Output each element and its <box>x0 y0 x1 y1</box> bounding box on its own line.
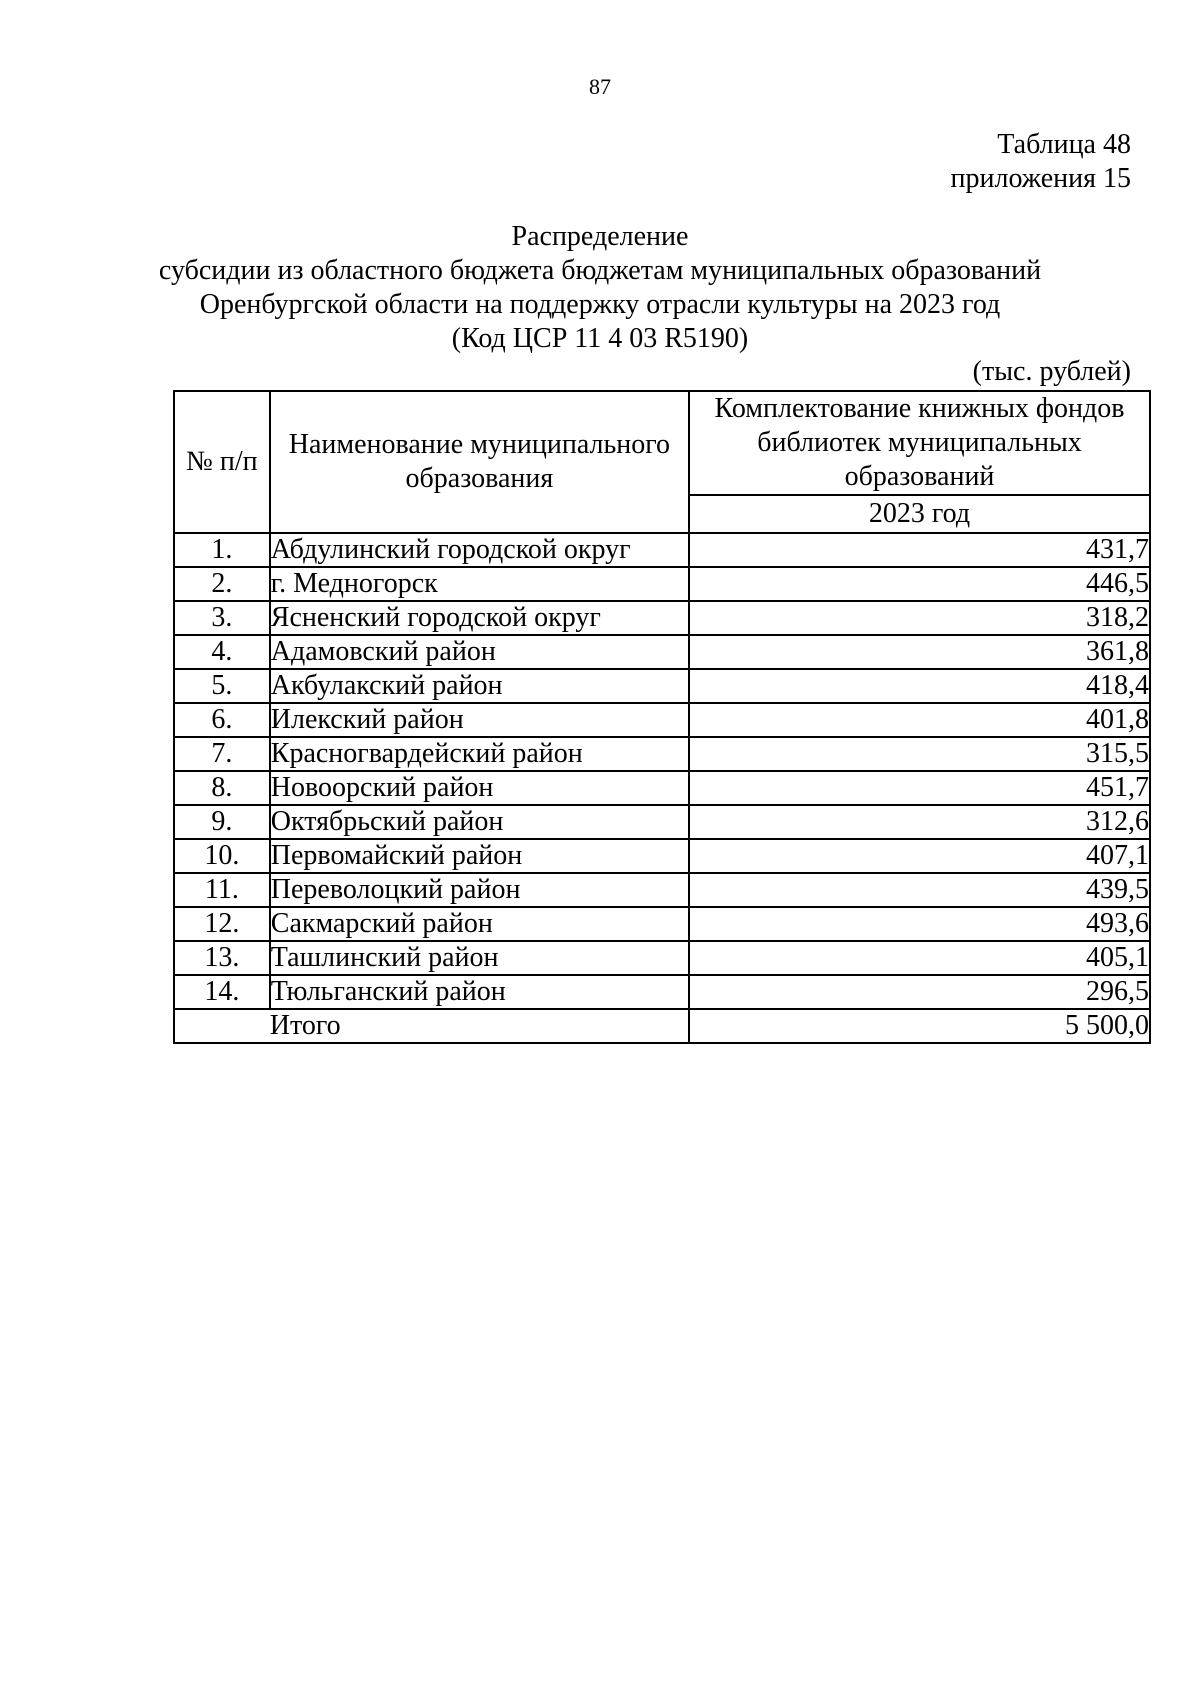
table-row <box>174 907 1150 941</box>
table-row <box>174 737 1150 771</box>
table-body <box>174 533 1150 1043</box>
header-year: 2023 год <box>689 495 1150 533</box>
subsidy-table <box>173 390 1151 1044</box>
row-number: 4. <box>174 635 270 669</box>
subsidy-amount: 418,4 <box>689 669 1150 703</box>
subsidy-amount: 361,8 <box>689 635 1150 669</box>
title-line-1: Распределение <box>511 221 689 252</box>
row-number: 11. <box>174 873 270 907</box>
row-number: 3. <box>174 601 270 635</box>
municipality-name: Ташлинский район <box>270 941 689 975</box>
subsidy-amount: 446,5 <box>689 567 1150 601</box>
subsidy-amount: 401,8 <box>689 703 1150 737</box>
page-number: 87 <box>589 74 611 99</box>
municipality-name: Адамовский район <box>270 635 689 669</box>
subsidy-amount: 318,2 <box>689 601 1150 635</box>
total-label: Итого <box>270 1009 689 1043</box>
municipality-name: Акбулакский район <box>270 669 689 703</box>
total-row <box>174 1009 1150 1043</box>
municipality-name: Тюльганский район <box>270 975 689 1009</box>
row-number: 8. <box>174 771 270 805</box>
table-reference <box>951 128 1132 196</box>
row-number: 12. <box>174 907 270 941</box>
subsidy-amount: 315,5 <box>689 737 1150 771</box>
table-row <box>174 941 1150 975</box>
appendix-number: приложения 15 <box>950 163 1131 194</box>
row-number: 6. <box>174 703 270 737</box>
table-row <box>174 533 1150 567</box>
subsidy-amount: 431,7 <box>689 533 1150 567</box>
table-row <box>174 873 1150 907</box>
table-row <box>174 771 1150 805</box>
row-number: 5. <box>174 669 270 703</box>
row-number: 7. <box>174 737 270 771</box>
table-row <box>174 839 1150 873</box>
subsidy-amount: 407,1 <box>689 839 1150 873</box>
subsidy-amount: 439,5 <box>689 873 1150 907</box>
row-number: 2. <box>174 567 270 601</box>
municipality-name: Сакмарский район <box>270 907 689 941</box>
municipality-name: г. Медногорск <box>270 567 689 601</box>
table-row <box>174 975 1150 1009</box>
table-row <box>174 669 1150 703</box>
subsidy-amount: 493,6 <box>689 907 1150 941</box>
row-number: 14. <box>174 975 270 1009</box>
municipality-name: Новоорский район <box>270 771 689 805</box>
header-book-funds: Комплектование книжных фондов библиотек муниципальных образований <box>689 391 1150 495</box>
total-amount: 5 500,0 <box>689 1009 1150 1043</box>
municipality-name: Красногвардейский район <box>270 737 689 771</box>
table-row <box>174 635 1150 669</box>
title-line-3: Оренбургской области на поддержку отрасли культуры на 2023 год <box>199 289 1001 320</box>
total-number-cell <box>174 1009 270 1043</box>
row-number: 1. <box>174 533 270 567</box>
municipality-name: Первомайский район <box>270 839 689 873</box>
subsidy-amount: 312,6 <box>689 805 1150 839</box>
municipality-name: Абдулинский городской округ <box>270 533 689 567</box>
row-number: 13. <box>174 941 270 975</box>
municipality-name: Переволоцкий район <box>270 873 689 907</box>
header-number: № п/п <box>174 391 270 533</box>
municipality-name: Ясненский городской округ <box>270 601 689 635</box>
table-row <box>174 703 1150 737</box>
header-municipality: Наименование муниципального образования <box>270 391 689 533</box>
units-label: (тыс. рублей) <box>972 356 1131 387</box>
table-row <box>174 805 1150 839</box>
title-line-4: (Код ЦСР 11 4 03 R5190) <box>451 323 749 354</box>
table-number: Таблица 48 <box>997 129 1131 160</box>
row-number: 10. <box>174 839 270 873</box>
municipality-name: Илекский район <box>270 703 689 737</box>
subsidy-amount: 451,7 <box>689 771 1150 805</box>
subsidy-amount: 296,5 <box>689 975 1150 1009</box>
row-number: 9. <box>174 805 270 839</box>
table-row <box>174 601 1150 635</box>
subsidy-amount: 405,1 <box>689 941 1150 975</box>
table-row <box>174 567 1150 601</box>
title-line-2: субсидии из областного бюджета бюджетам муниципальных образований <box>158 255 1042 286</box>
municipality-name: Октябрьский район <box>270 805 689 839</box>
document-title <box>100 220 1100 356</box>
